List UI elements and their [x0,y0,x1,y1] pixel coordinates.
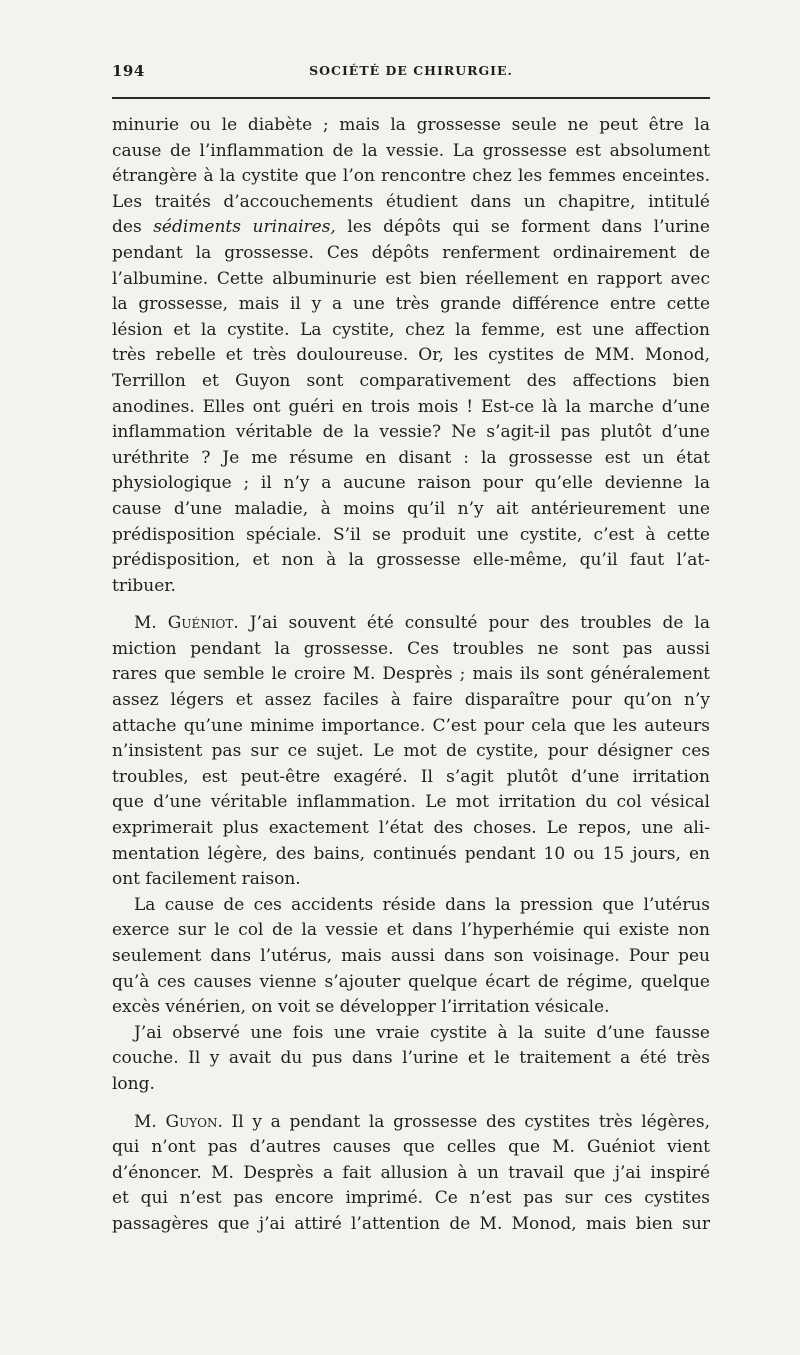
text-line: qui n’ont pas d’autres causes que celles que M. Guéniot vient [112,1137,710,1158]
text-line: troubles, est peut-être exagéré. Il s’agit plutôt d’une irritation [112,766,710,787]
text-line: long. [112,1073,155,1094]
line-part: Il y a pendant la grossesse des cystites très légères, [231,1111,711,1132]
text-line-with-italic [112,215,710,241]
header-rule [112,97,710,99]
paragraph-1 [112,113,710,599]
text-line: La cause de ces accidents réside dans la pression que l’utérus [134,894,710,915]
text-line: rares que semble le croire M. Desprès ; mais ils sont généralement [112,664,710,685]
italic-term: sédiments urinaires, [153,217,336,238]
text-line: mentation légère, des bains, continués pendant 10 ou 15 jours, en [112,843,710,864]
running-header [112,62,710,86]
text-line: miction pendant la grossesse. Ces troubles ne sont pas aussi [112,638,710,659]
paragraph-5 [112,1110,710,1238]
text-line: ont facilement raison. [112,869,301,890]
paragraph-gap [112,1098,710,1110]
text-line: J’ai observé une fois une vraie cystite à la suite d’une fausse [134,1022,710,1043]
text-line: exerce sur le col de la vessie et dans l’hyperhémie qui existe non [112,920,710,941]
line-part: les dépôts qui se forment dans l’urine [347,217,710,238]
text-line: excès vénérien, on voit se développer l’irritation vésicale. [112,997,610,1018]
text-line: anodines. Elles ont guéri en trois mois ! Est-ce là la marche d’une [112,396,710,417]
text-line: Les traités d’accouchements étudient dans un chapitre, intitulé [112,191,710,212]
text-line: inflammation véritable de la vessie? Ne s’agit-il pas plutôt d’une [112,422,710,443]
text-line: pendant la grossesse. Ces dépôts renferment ordinairement de [112,242,710,263]
text-line: d’énoncer. M. Desprès a fait allusion à un travail que j’ai inspiré [112,1162,710,1183]
text-line: seulement dans l’utérus, mais aussi dans son voisinage. Pour peu [112,946,710,966]
text-line: cause de l’inflammation de la vessie. La grossesse est absolument [112,140,710,161]
page-number: 194 [112,62,145,80]
text-line-with-speaker [112,1110,710,1136]
text-line-with-speaker [112,611,710,637]
text-line: attache qu’une minime importance. C’est pour cela que les auteurs [112,715,710,736]
text-line: uréthrite ? Je me résume en disant : la grossesse est un état [112,447,710,468]
text-line: prédisposition, et non à la grossesse elle-même, qu’il faut l’at- [112,550,710,571]
text-line: passagères que j’ai attiré l’attention de M. Monod, mais bien sur [112,1213,710,1234]
text-line: cause d’une maladie, à moins qu’il n’y ait antérieurement une [112,498,710,519]
text-line: étrangère à la cystite que l’on rencontre chez les femmes enceintes. [112,166,710,187]
paragraph-2 [112,611,710,893]
text-line: prédisposition spéciale. S’il se produit une cystite, c’est à cette [112,524,710,545]
text-line: exprimerait plus exactement l’état des choses. Le repos, une ali- [112,818,710,839]
text-body [112,113,710,1238]
text-line: assez légers et assez faciles à faire disparaître pour qu’on n’y [112,690,710,711]
speaker-name: M. Guyon. [134,1111,223,1132]
paragraph-4 [112,1021,710,1098]
paragraph-gap [112,599,710,611]
text-line: et qui n’est pas encore imprimé. Ce n’est pas sur ces cystites [112,1188,710,1209]
text-line: n’insistent pas sur ce sujet. Le mot de cystite, pour désigner ces [112,741,710,762]
text-line: Terrillon et Guyon sont comparativement des affections bien [112,370,710,391]
text-line: tribuer. [112,575,176,596]
text-line: couche. Il y avait du pus dans l’urine et le traitement a été très [112,1048,710,1069]
text-line: que d’une véritable inflammation. Le mot irritation du col vésical [112,792,710,813]
text-line: minurie ou le diabète ; mais la grossesse seule ne peut être la [112,115,710,135]
text-line: très rebelle et très douloureuse. Or, les cystites de MM. Monod, [112,345,710,366]
text-line: qu’à ces causes vienne s’ajouter quelque écart de régime, quelque [112,971,710,992]
text-line: physiologique ; il n’y a aucune raison pour qu’elle devienne la [112,473,710,494]
running-title: SOCIÉTÉ DE CHIRURGIE. [309,63,513,78]
paragraph-3 [112,893,710,1021]
text-line: l’albumine. Cette albuminurie est bien réellement en rapport avec [112,268,710,289]
line-part: des [112,217,142,238]
speaker-name: M. Guéniot. [134,613,239,634]
line-part: J’ai souvent été consulté pour des troubles de la [249,613,710,634]
text-line: la grossesse, mais il y a une très grande différence entre cette [112,294,710,315]
text-line: lésion et la cystite. La cystite, chez la femme, est une affection [112,319,710,340]
